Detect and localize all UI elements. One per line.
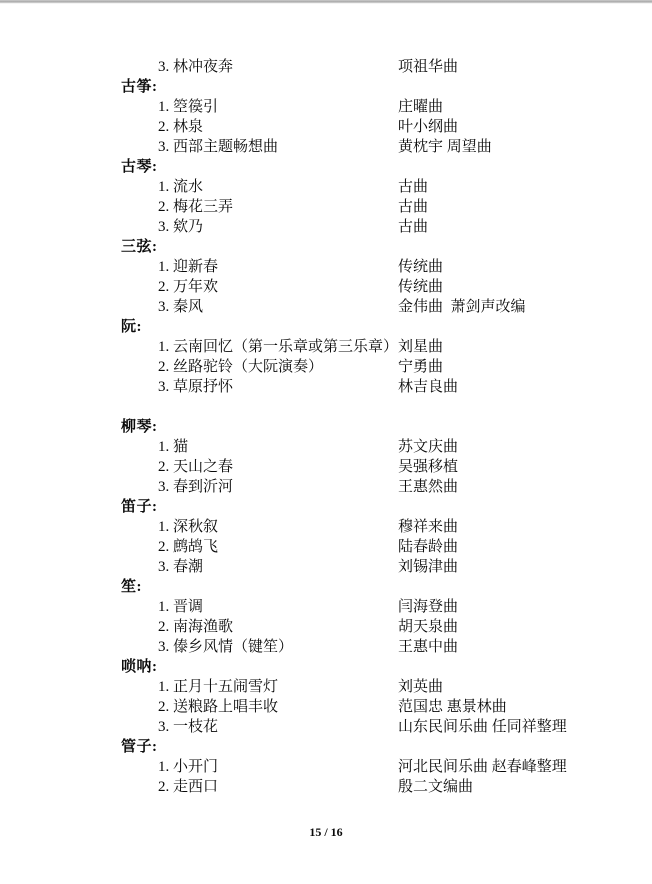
piece-title: 2. 梅花三弄 — [158, 199, 234, 215]
piece-title: 1. 箜篌引 — [158, 99, 219, 115]
piece-row — [0, 537, 652, 557]
section-name: 唢呐: — [121, 659, 158, 675]
piece-title: 1. 云南回忆（第一乐章或第三乐章） — [158, 339, 399, 355]
piece-composer: 刘英曲 — [398, 679, 444, 695]
piece-title: 3. 西部主题畅想曲 — [158, 139, 279, 155]
piece-composer: 苏文庆曲 — [398, 439, 459, 455]
piece-title: 3. 春潮 — [158, 559, 204, 575]
piece-row — [0, 697, 652, 717]
piece-title: 3. 一枝花 — [158, 719, 219, 735]
piece-row — [0, 717, 652, 737]
piece-title: 2. 走西口 — [158, 779, 219, 795]
piece-title: 2. 天山之春 — [158, 459, 234, 475]
piece-title: 2. 丝路驼铃（大阮演奏） — [158, 359, 324, 375]
section-name: 管子: — [121, 739, 158, 755]
piece-composer: 陆春龄曲 — [398, 539, 459, 555]
piece-composer: 古曲 — [398, 179, 429, 195]
piece-composer: 金伟曲 萧剑声改编 — [398, 299, 526, 315]
piece-row — [0, 357, 652, 377]
piece-row — [0, 297, 652, 317]
section-name: 三弦: — [121, 239, 158, 255]
piece-composer: 刘星曲 — [398, 339, 444, 355]
section-header — [0, 497, 652, 517]
piece-row — [0, 457, 652, 477]
piece-title: 1. 流水 — [158, 179, 204, 195]
piece-composer: 穆祥来曲 — [398, 519, 459, 535]
piece-row — [0, 377, 652, 397]
piece-row — [0, 637, 652, 657]
section-header — [0, 317, 652, 337]
piece-row — [0, 57, 652, 77]
piece-row — [0, 137, 652, 157]
section-header — [0, 237, 652, 257]
piece-row — [0, 677, 652, 697]
piece-composer: 山东民间乐曲 任同祥整理 — [398, 719, 567, 735]
piece-composer: 王惠中曲 — [398, 639, 459, 655]
piece-title: 3. 草原抒怀 — [158, 379, 234, 395]
section-name: 笛子: — [121, 499, 158, 515]
piece-composer: 闫海登曲 — [398, 599, 459, 615]
piece-row — [0, 97, 652, 117]
piece-composer: 庄曜曲 — [398, 99, 444, 115]
blank-line — [0, 397, 652, 417]
piece-row — [0, 617, 652, 637]
section-name: 古琴: — [121, 159, 158, 175]
piece-title: 1. 晋调 — [158, 599, 204, 615]
section-header — [0, 157, 652, 177]
section-header — [0, 737, 652, 757]
piece-composer: 吴强移植 — [398, 459, 459, 475]
piece-composer: 宁勇曲 — [398, 359, 444, 375]
piece-row — [0, 777, 652, 797]
piece-row — [0, 477, 652, 497]
piece-composer: 传统曲 — [398, 259, 444, 275]
piece-title: 3. 林冲夜奔 — [158, 59, 234, 75]
piece-title: 2. 万年欢 — [158, 279, 219, 295]
piece-title: 1. 正月十五闹雪灯 — [158, 679, 279, 695]
repertoire-page — [0, 57, 652, 797]
section-name: 阮: — [121, 319, 142, 335]
piece-title: 2. 鹧鸪飞 — [158, 539, 219, 555]
piece-title: 3. 春到沂河 — [158, 479, 234, 495]
piece-title: 3. 秦风 — [158, 299, 204, 315]
piece-row — [0, 337, 652, 357]
piece-composer: 传统曲 — [398, 279, 444, 295]
piece-composer: 林吉良曲 — [398, 379, 459, 395]
piece-composer: 范国忠 惠景林曲 — [398, 699, 507, 715]
piece-row — [0, 597, 652, 617]
section-name: 柳琴: — [121, 419, 158, 435]
piece-composer: 王惠然曲 — [398, 479, 459, 495]
piece-title: 2. 林泉 — [158, 119, 204, 135]
piece-title: 1. 小开门 — [158, 759, 219, 775]
section-name: 笙: — [121, 579, 142, 595]
section-header — [0, 77, 652, 97]
piece-title: 3. 欸乃 — [158, 219, 204, 235]
piece-title: 1. 迎新春 — [158, 259, 219, 275]
viewer-top-edge — [0, 0, 652, 4]
section-name: 古筝: — [121, 79, 158, 95]
piece-composer: 古曲 — [398, 219, 429, 235]
piece-composer: 项祖华曲 — [398, 59, 459, 75]
piece-composer: 殷二文编曲 — [398, 779, 474, 795]
piece-title: 1. 深秋叙 — [158, 519, 219, 535]
piece-row — [0, 117, 652, 137]
piece-composer: 古曲 — [398, 199, 429, 215]
piece-composer: 叶小纲曲 — [398, 119, 459, 135]
piece-row — [0, 217, 652, 237]
piece-composer: 河北民间乐曲 赵春峰整理 — [398, 759, 567, 775]
section-header — [0, 417, 652, 437]
piece-composer: 刘锡津曲 — [398, 559, 459, 575]
piece-row — [0, 277, 652, 297]
piece-row — [0, 197, 652, 217]
piece-row — [0, 437, 652, 457]
piece-title: 3. 傣乡风情（键笙） — [158, 639, 294, 655]
section-header — [0, 657, 652, 677]
piece-row — [0, 257, 652, 277]
piece-row — [0, 517, 652, 537]
piece-composer: 胡天泉曲 — [398, 619, 459, 635]
piece-row — [0, 757, 652, 777]
page-number: 15 / 16 — [309, 825, 343, 839]
piece-row — [0, 557, 652, 577]
piece-composer: 黄枕宇 周望曲 — [398, 139, 492, 155]
piece-title: 2. 南海渔歌 — [158, 619, 234, 635]
piece-title: 2. 送粮路上唱丰收 — [158, 699, 279, 715]
piece-title: 1. 猫 — [158, 439, 189, 455]
piece-row — [0, 177, 652, 197]
section-header — [0, 577, 652, 597]
